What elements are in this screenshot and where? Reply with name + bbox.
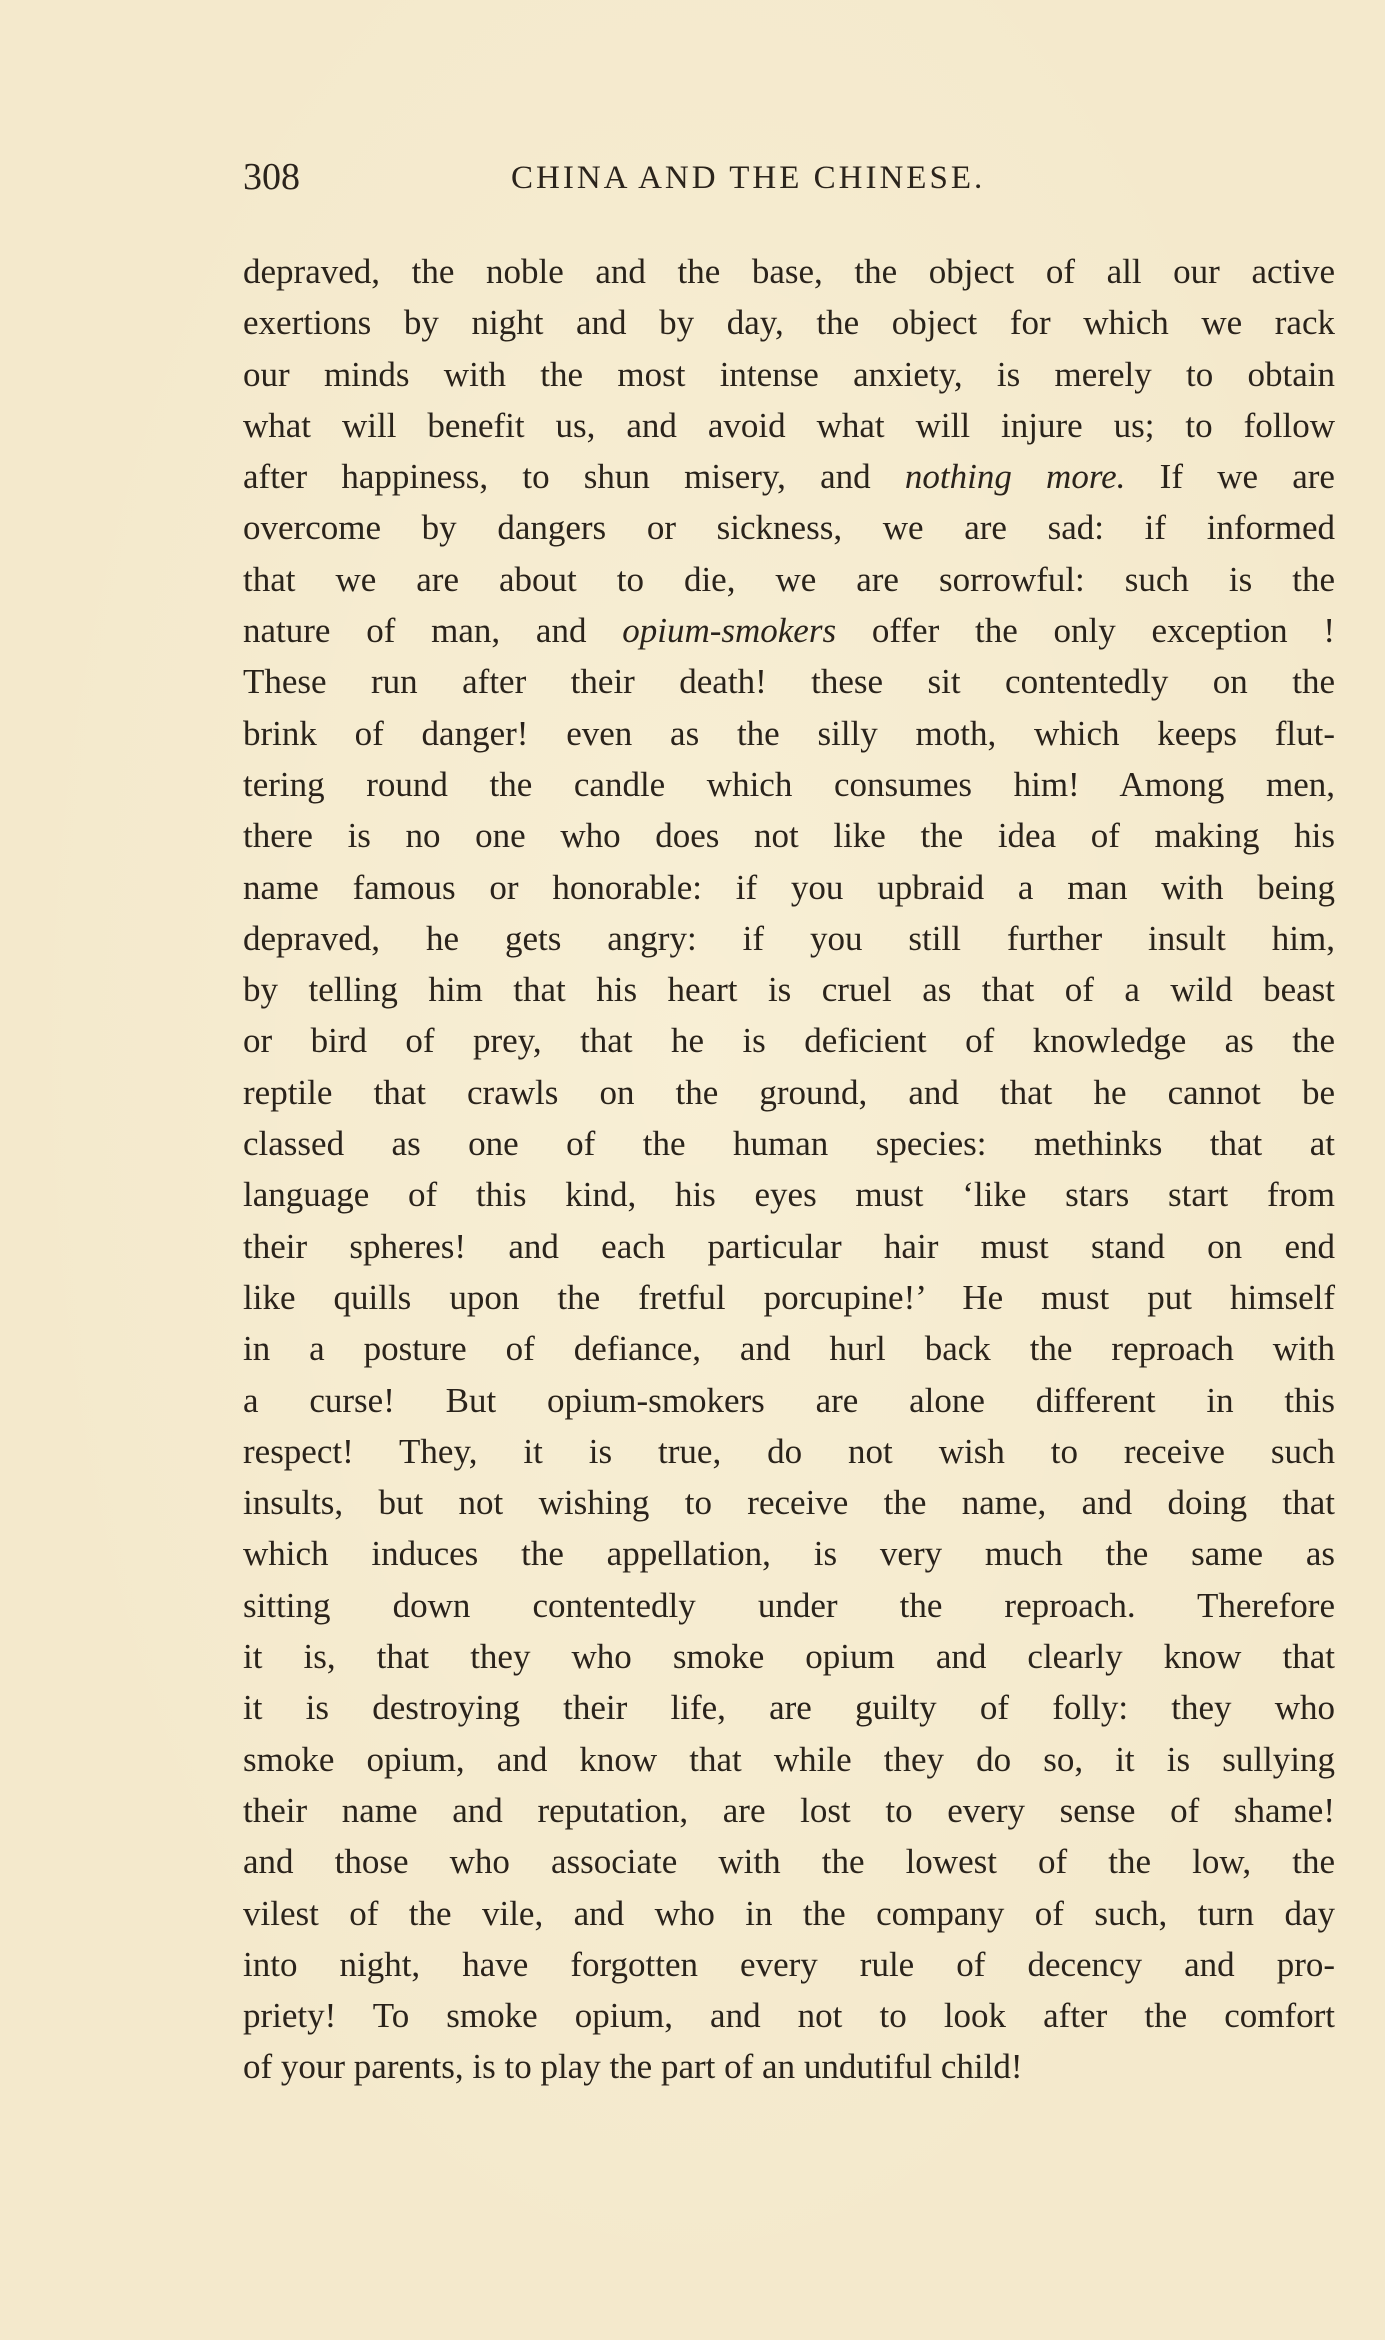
- text-line: [243, 1528, 1335, 1579]
- text-line: [243, 297, 1335, 348]
- text-line: [243, 1169, 1335, 1220]
- text-line: [243, 246, 1335, 297]
- page-number: 308: [243, 156, 300, 198]
- text-line: [243, 502, 1335, 553]
- page-header: [243, 152, 1343, 202]
- text-line: [243, 605, 1335, 656]
- text-segment: nature of man, and: [243, 611, 623, 651]
- text-line: [243, 1580, 1335, 1631]
- text-line: [243, 1118, 1335, 1169]
- text-segment: of your parents, is to play the part of an undutiful child!: [243, 2047, 1023, 2087]
- text-line: [243, 1015, 1335, 1066]
- text-line: [243, 1734, 1335, 1785]
- text-segment: name famous or honorable: if you upbraid a man with being: [243, 867, 1335, 907]
- text-segment: their spheres! and each particular hair must stand on end: [243, 1226, 1335, 1266]
- text-line: [243, 1477, 1335, 1528]
- text-segment: brink of danger! even as the silly moth, which keeps flut-: [243, 713, 1335, 753]
- text-segment: respect! They, it is true, do not wish to receive such: [243, 1431, 1335, 1471]
- italic-text: nothing more.: [904, 457, 1126, 497]
- text-line: [243, 1990, 1335, 2041]
- text-segment: that we are about to die, we are sorrowful: such is the: [243, 559, 1335, 599]
- text-line: [243, 1836, 1335, 1887]
- text-segment: These run after their death! these sit contentedly on the: [243, 662, 1335, 702]
- text-line: [243, 554, 1335, 605]
- text-line: [243, 1067, 1335, 1118]
- text-segment: depraved, the noble and the base, the object of all our active: [243, 252, 1335, 291]
- text-line: [243, 656, 1335, 707]
- text-line: [243, 708, 1335, 759]
- text-line: [243, 1682, 1335, 1733]
- running-head: CHINA AND THE CHINESE.: [511, 160, 986, 196]
- text-segment: language of this kind, his eyes must ‘like stars start from: [243, 1175, 1335, 1215]
- text-line: [243, 2041, 1335, 2092]
- text-line: [243, 1939, 1335, 1990]
- text-segment: and those who associate with the lowest of the low, the: [243, 1842, 1335, 1882]
- text-line: [243, 1426, 1335, 1477]
- text-line: [243, 1375, 1335, 1426]
- text-segment: priety! To smoke opium, and not to look after the comfort: [243, 1996, 1335, 2036]
- text-segment: our minds with the most intense anxiety, is merely to obtain: [243, 354, 1335, 394]
- text-segment: a curse! But opium-smokers are alone different in this: [243, 1380, 1335, 1420]
- text-line: [243, 964, 1335, 1015]
- text-segment: reptile that crawls on the ground, and that he cannot be: [243, 1072, 1335, 1112]
- text-line: [243, 1221, 1335, 1272]
- text-segment: sitting down contentedly under the reproach. Therefore: [243, 1585, 1335, 1625]
- text-segment: vilest of the vile, and who in the company of such, turn day: [243, 1893, 1335, 1933]
- text-segment: there is no one who does not like the idea of making his: [243, 816, 1335, 856]
- text-line: [243, 1785, 1335, 1836]
- text-line: [243, 862, 1335, 913]
- text-segment: classed as one of the human species: methinks that at: [243, 1124, 1335, 1164]
- body-text: [243, 246, 1335, 2093]
- text-line: [243, 913, 1335, 964]
- text-segment: tering round the candle which consumes him! Among men,: [243, 764, 1335, 804]
- text-line: [243, 759, 1335, 810]
- italic-text: opium-smokers: [622, 611, 837, 651]
- text-line: [243, 1631, 1335, 1682]
- text-segment: or bird of prey, that he is deficient of knowledge as the: [243, 1021, 1335, 1061]
- text-segment: into night, have forgotten every rule of decency and pro-: [243, 1944, 1335, 1984]
- text-segment: depraved, he gets angry: if you still further insult him,: [243, 918, 1335, 958]
- text-segment: exertions by night and by day, the object for which we rack: [243, 303, 1335, 343]
- text-segment: it is destroying their life, are guilty of folly: they who: [243, 1688, 1335, 1728]
- text-segment: what will benefit us, and avoid what will injure us; to follow: [243, 405, 1335, 445]
- text-segment: which induces the appellation, is very much the same as: [243, 1534, 1335, 1574]
- text-line: [243, 349, 1335, 400]
- text-segment: smoke opium, and know that while they do so, it is sullying: [243, 1739, 1335, 1779]
- text-segment: If we are: [1125, 457, 1335, 497]
- text-segment: it is, that they who smoke opium and clearly know that: [243, 1637, 1335, 1677]
- text-segment: in a posture of defiance, and hurl back the reproach with: [243, 1329, 1335, 1369]
- text-segment: after happiness, to shun misery, and: [243, 457, 905, 497]
- text-line: [243, 451, 1335, 502]
- text-segment: by telling him that his heart is cruel as that of a wild beast: [243, 970, 1335, 1010]
- text-segment: overcome by dangers or sickness, we are sad: if informed: [243, 508, 1335, 548]
- text-segment: like quills upon the fretful porcupine!’ He must put himself: [243, 1277, 1335, 1317]
- text-line: [243, 400, 1335, 451]
- text-segment: offer the only exception !: [836, 611, 1335, 651]
- text-segment: insults, but not wishing to receive the name, and doing that: [243, 1483, 1335, 1523]
- text-line: [243, 1272, 1335, 1323]
- text-segment: their name and reputation, are lost to every sense of shame!: [243, 1790, 1335, 1830]
- text-line: [243, 1888, 1335, 1939]
- text-line: [243, 810, 1335, 861]
- text-line: [243, 1323, 1335, 1374]
